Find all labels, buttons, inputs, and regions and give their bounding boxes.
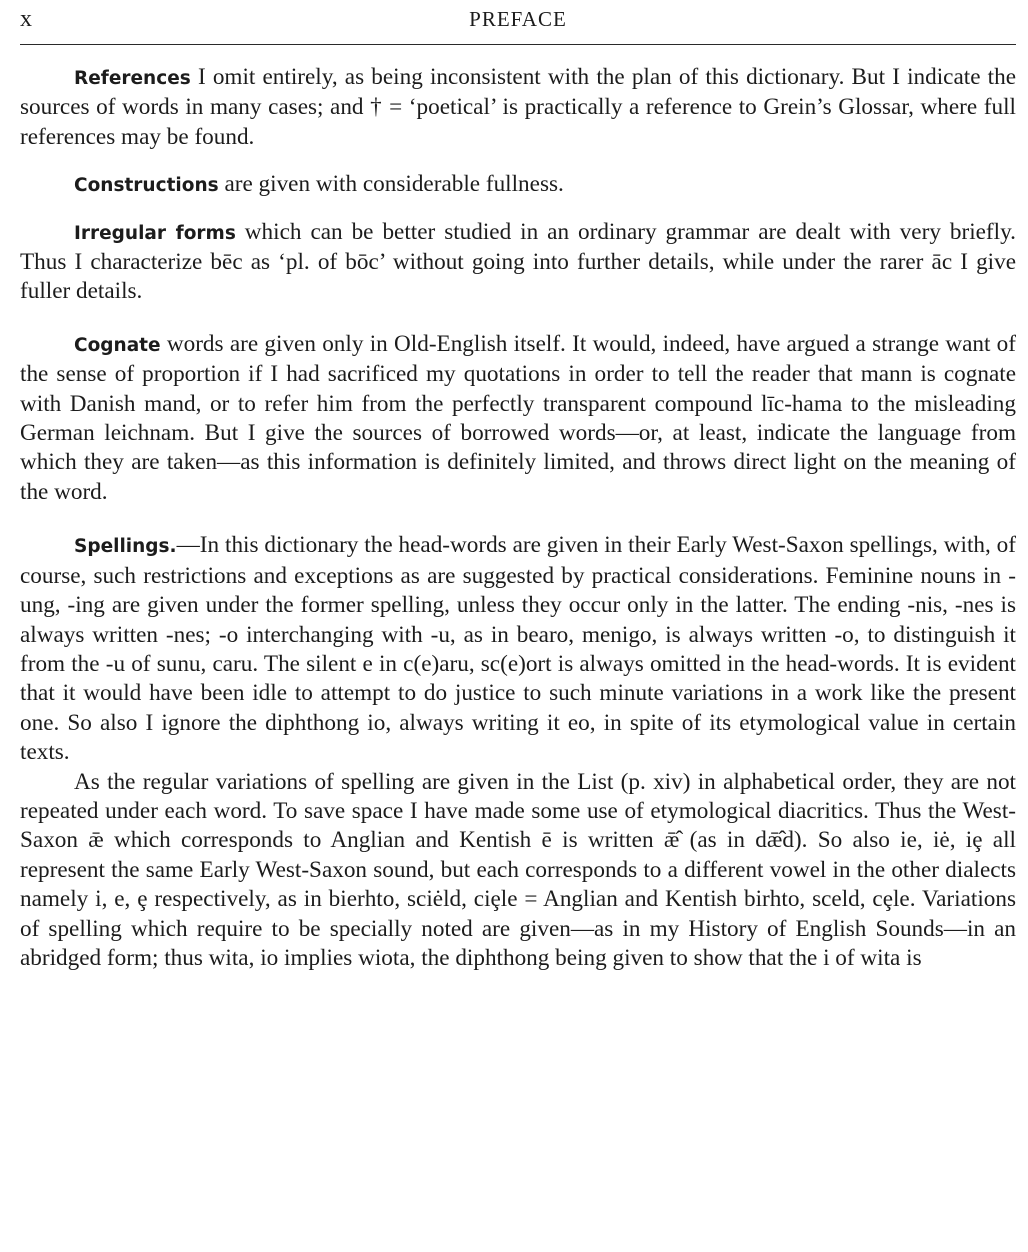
paragraph-body: words are given only in Old-English itself. It would, indeed, have argued a strange want of the sense of proportion if I had sacrificed my quotations in order to tell the reader that mann is cognate with Danish mand, or to refer him from the perfectly transparent compound līc-hama to the misleading German leichnam. But I give the sources of borrowed words—or, at least, indicate the language from which they are taken—as this information is definitely limited, and throws direct light on the meaning of the word. [20,330,1016,505]
paragraph-lead: Constructions [74,175,219,197]
paragraph-body: As the regular variations of spelling are given in the List (p. xiv) in alphabetical order, they are not repeated under each word. To save space I have made some use of etymological diacritics. Thus the West-Saxon ǣ which corresponds to Anglian and Kentish ē is written ǣ̂ (as in dǣ̂d). So also ie, iė, iȩ all represent the same Early West-Saxon sound, but each corresponds to a different vowel in the other dialects namely i, e, ȩ respectively, as in bierhto, sciėld, ciȩle = Anglian and Kentish birhto, sceld, cȩle. Variations of spelling which require to be specially noted are given—as in my History of English Sounds—in an abridged form; thus wita, io implies wiota, the diphthong being given to show that the i of wita is [20,768,1016,971]
paragraph-lead: Cognate [74,334,161,356]
paragraph-cognate [20,330,1016,507]
paragraph-constructions [20,170,1016,200]
page-number: x [20,6,32,32]
running-title: PREFACE [469,7,567,31]
paragraph-lead: Irregular forms [74,222,236,244]
paragraph-spellings [20,531,1016,767]
paragraph-lead: Spellings. [74,536,177,558]
paragraph-irregular-forms [20,218,1016,307]
paragraph-references [20,63,1016,152]
dictionary-preface-page [20,0,1016,1252]
paragraph-body: are given with considerable fullness. [218,171,564,198]
page-header [20,0,1016,45]
paragraph-body: which can be better studied in an ordinary grammar are dealt with very briefly. Thus I characterize bēc as ‘pl. of bōc’ without going into further details, while under the rarer āc I give fuller details. [20,218,1016,305]
paragraph-lead: References [74,68,191,89]
paragraph-body: —In this dictionary the head-words are given in their Early West-Saxon spellings, with, of course, such restrictions and exceptions as are suggested by practical considerations. Feminine nouns in -ung, -ing are given under the former spelling, unless they occur only in the latter. The ending -nis, -nes is always written -nes; -o interchanging with -u, as in bearo, menigo, is always written -o, to distinguish it from the -u of sunu, caru. The silent e in c(e)aru, sc(e)ort is always omitted in the head-words. It is evident that it would have been idle to attempt to do justice to such minute variations in a work like the present one. So also I ignore the diphthong io, always writing it eo, in spite of its etymological value in certain texts. [20,532,1016,766]
paragraph-spelling-variations [20,768,1016,974]
paragraph-body: I omit entirely, as being inconsistent with the plan of this dictionary. But I indicate the sources of words in many cases; and † = ‘poetical’ is practically a reference to Grein’s Glossar, where full references may be found. [20,64,1016,150]
